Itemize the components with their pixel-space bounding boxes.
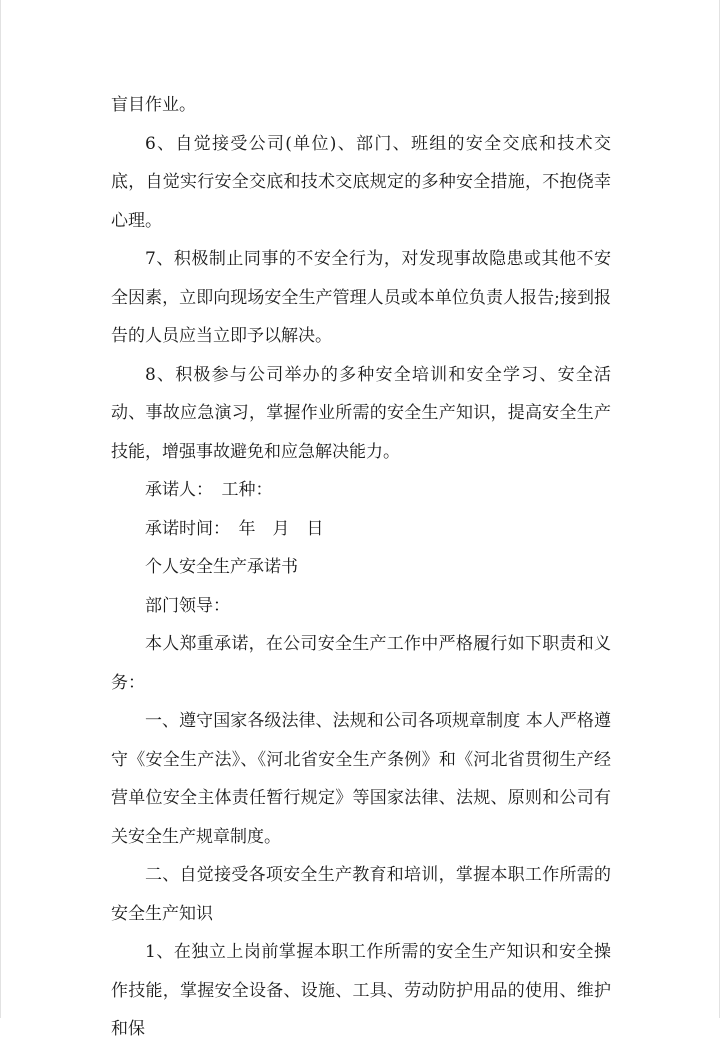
document-body bbox=[111, 86, 611, 1049]
paragraph-9: 本人郑重承诺，在公司安全生产工作中严格履行如下职责和义务： bbox=[111, 634, 611, 693]
paragraph-2: 6、自觉接受公司(单位)、部门、班组的安全交底和技术交底，自觉实行安全交底和技术交底规定的多种安全措施，不抱侥幸心理。 bbox=[111, 133, 611, 231]
paragraph-7: 个人安全生产承诺书 bbox=[145, 557, 298, 577]
paragraph-6: 承诺时间： 年 月 日 bbox=[145, 518, 324, 539]
paragraph-11: 二、自觉接受各项安全生产教育和培训，掌握本职工作所需的安全生产知识 bbox=[111, 865, 611, 924]
paragraph-10: 一、遵守国家各级法律、法规和公司各项规章制度 本人严格遵守《安全生产法》、《河北省安全生产条例》和《河北省贯彻生产经营单位安全主体责任暂行规定》等国家法律、法规、原则和公司有关安全生产规章制度。 bbox=[111, 711, 611, 847]
paragraph-8: 部门领导： bbox=[145, 595, 230, 616]
paragraph-1: 盲目作业。 bbox=[111, 95, 196, 115]
paragraph-5: 承诺人： 工种： bbox=[145, 480, 273, 500]
paragraph-12: 1、在独立上岗前掌握本职工作所需的安全生产知识和安全操作技能，掌握安全设备、设施、工具、劳动防护用品的使用、维护和保 bbox=[111, 942, 611, 1039]
paragraph-4: 8、积极参与公司举办的多种安全培训和安全学习、安全活动、事故应急演习，掌握作业所需的安全生产知识，提高安全生产技能，增强事故避免和应急解决能力。 bbox=[111, 364, 611, 462]
paragraph-3: 7、积极制止同事的不安全行为，对发现事故隐患或其他不安全因素，立即向现场安全生产管理人员或本单位负责人报告;接到报告的人员应当立即予以解决。 bbox=[111, 249, 611, 346]
